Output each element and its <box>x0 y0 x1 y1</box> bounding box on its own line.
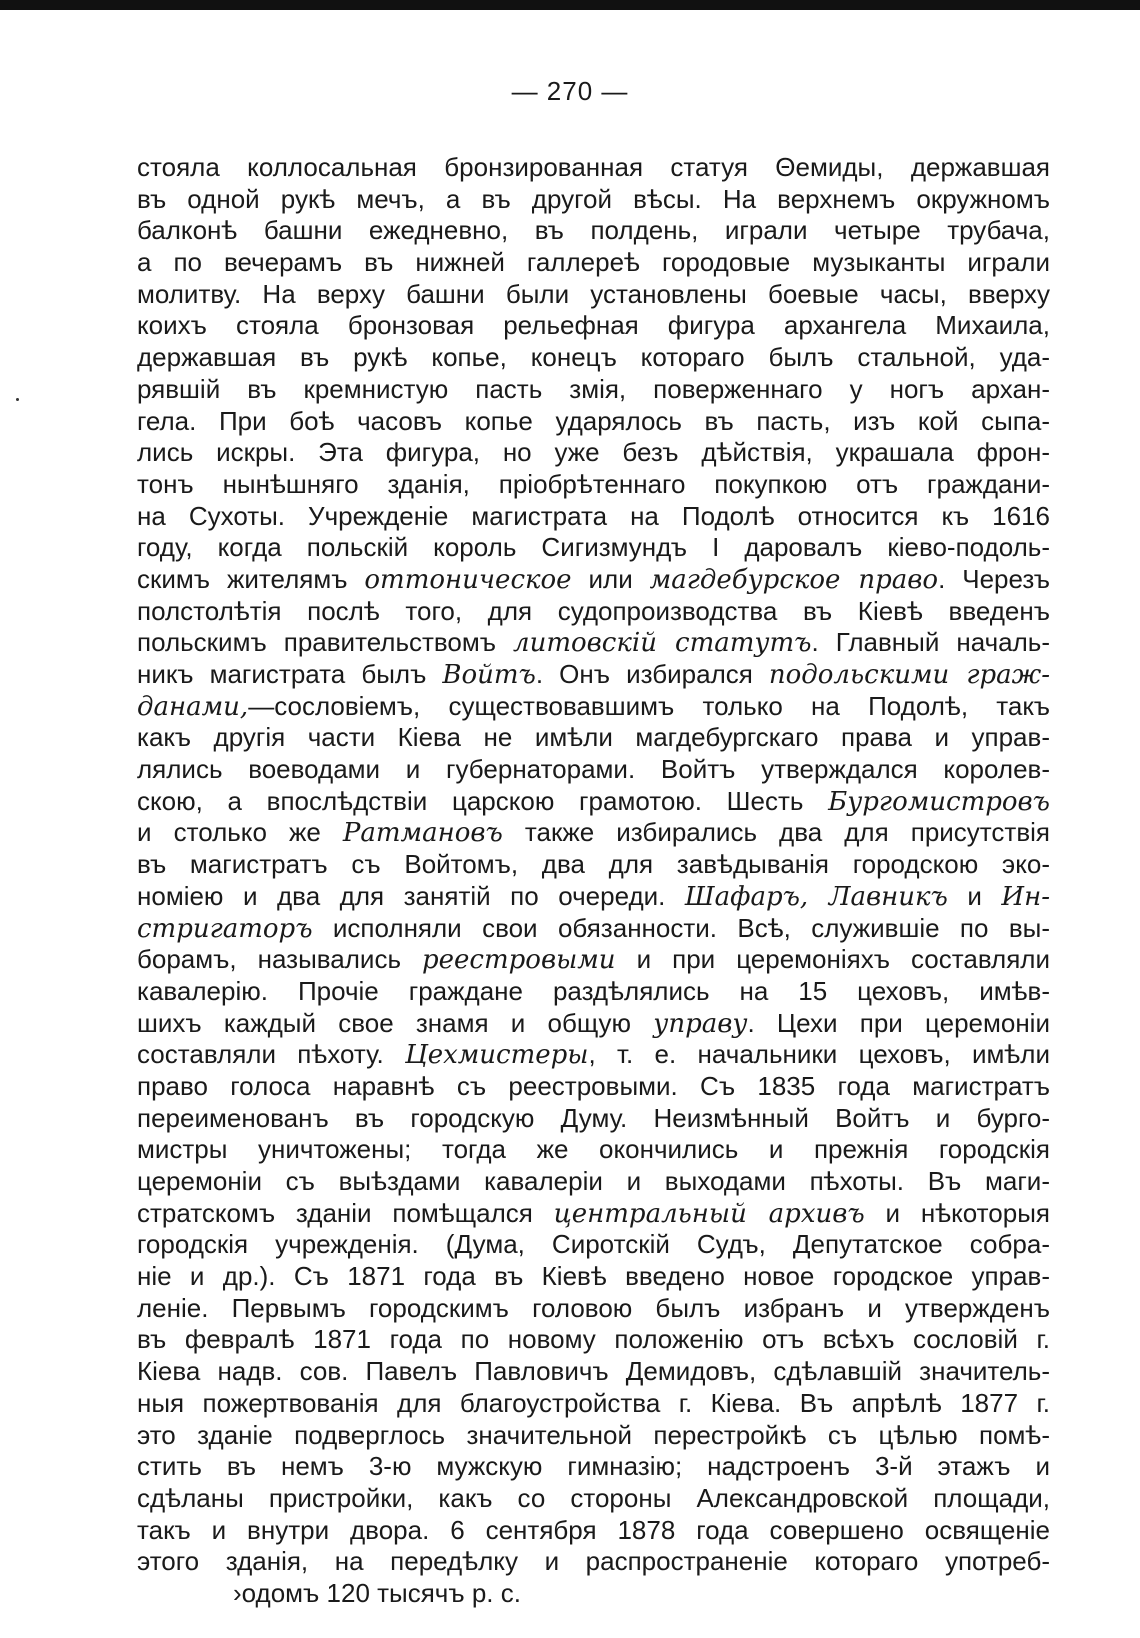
text-segment: ныя пожертвованія для благоустройства г. Кіева. Въ апрѣлѣ 1877 г. <box>137 1387 1050 1418</box>
text-segment: стить въ немъ 3-ю мужскую гимназію; надстроенъ 3-й этажъ и <box>137 1451 1050 1482</box>
text-segment: такъ и внутри двора. 6 сентября 1878 года совершено освященіе <box>137 1514 1050 1545</box>
italic-term: центральный архивъ <box>553 1198 865 1229</box>
text-segment: и столько же <box>137 817 343 848</box>
text-segment: году, когда польскій король Сигизмундъ I даровалъ кіево-подоль- <box>137 532 1050 563</box>
body-text <box>137 152 1050 1610</box>
text-segment: скимъ жителямъ <box>137 563 365 594</box>
text-line <box>137 564 1050 596</box>
text-line <box>137 881 1050 913</box>
text-line <box>137 1039 1050 1071</box>
text-segment: Кіева надв. сов. Павелъ Павловичъ Демидовъ, сдѣлавшій значитель- <box>137 1356 1050 1387</box>
text-line <box>137 374 1050 406</box>
italic-term: Войтъ <box>442 660 536 690</box>
text-line <box>137 1420 1050 1452</box>
text-segment: никъ магистрата былъ <box>137 659 443 689</box>
text-segment: державшая въ рукѣ копье, конецъ котораго былъ стальной, уда- <box>137 342 1050 373</box>
text-line <box>137 1134 1050 1166</box>
text-segment: . Онъ избирался <box>535 659 769 689</box>
text-segment: сдѣланы пристройки, какъ со стороны Александровской площади, <box>137 1482 1050 1513</box>
text-line <box>137 1515 1050 1547</box>
text-segment: также избирались два для присутствія <box>502 817 1050 848</box>
text-segment: и при церемоніяхъ составляли <box>615 944 1050 975</box>
italic-term: стригаторъ <box>137 913 313 944</box>
text-line <box>137 786 1050 818</box>
text-line <box>137 754 1050 786</box>
text-segment: а по вечерамъ въ нижней галлереѣ городовые музыканты играли <box>137 247 1050 278</box>
italic-term: управу <box>653 1008 748 1039</box>
text-line <box>137 437 1050 469</box>
text-line <box>137 596 1050 628</box>
text-segment: этого зданія, на передѣлку и распространеніе котораго употреб- <box>137 1546 1050 1577</box>
text-segment: тонъ нынѣшняго зданія, пріобрѣтеннаго покупкою отъ граждани- <box>137 468 1050 499</box>
text-line <box>137 1103 1050 1135</box>
text-line <box>137 310 1050 342</box>
text-segment: это зданіе подверглось значительной перестройкѣ съ цѣлью помѣ- <box>137 1419 1050 1450</box>
text-line <box>137 913 1050 945</box>
text-line <box>137 215 1050 247</box>
text-segment: ніе и др.). Съ 1871 года въ Кіевѣ введено новое городское управ- <box>137 1261 1050 1292</box>
text-line <box>137 532 1050 564</box>
text-line <box>137 691 1050 723</box>
text-segment: и нѣкоторыя <box>864 1197 1050 1228</box>
text-segment: или <box>571 563 650 594</box>
text-line <box>137 1483 1050 1515</box>
text-segment: переименованъ въ городскую Думу. Неизмѣнный Войтъ и бурго- <box>137 1102 1050 1133</box>
italic-term: данами, <box>137 691 249 722</box>
text-segment: ›одомъ 120 тысячъ р. с. <box>233 1577 521 1608</box>
text-segment: леніе. Первымъ городскимъ головою былъ избранъ и утвержденъ <box>137 1292 1050 1323</box>
text-segment: —сословіемъ, существовавшимъ только на Подолѣ, такъ <box>248 690 1050 721</box>
text-line <box>137 469 1050 501</box>
text-line <box>137 849 1050 881</box>
italic-term: Шафаръ, Лавникъ <box>684 881 948 912</box>
text-segment: гела. При боѣ часовъ копье ударялось въ пасть, изъ кой сыпа- <box>137 405 1050 436</box>
italic-term: магдебурское право <box>649 564 939 595</box>
text-segment: церемоніи съ выѣздами кавалеріи и выходами пѣхоты. Въ маги- <box>137 1166 1050 1196</box>
italic-term: литовскій статутъ <box>513 628 812 659</box>
text-segment: полстолѣтія послѣ того, для судопроизводства въ Кіевѣ введенъ <box>137 595 1050 626</box>
italic-term: Цехмистеры <box>405 1040 589 1071</box>
page-number: — 270 — <box>511 76 629 106</box>
text-segment: стратскомъ зданіи помѣщался <box>137 1197 554 1228</box>
text-segment: исполняли свои обязанности. Всѣ, служившіе по вы- <box>312 912 1050 943</box>
text-line <box>137 501 1050 533</box>
text-segment: борамъ, назывались <box>137 944 423 975</box>
text-line <box>137 1166 1050 1198</box>
italic-term: реестровыми <box>422 945 616 976</box>
text-segment: , т. е. начальники цеховъ, имѣли <box>588 1039 1050 1070</box>
text-line <box>137 1578 1050 1610</box>
text-segment: номіею и два для занятій по очереди. <box>137 880 685 911</box>
text-segment: кавалерію. Прочіе граждане раздѣлялись на 15 цеховъ, имѣв- <box>137 975 1050 1006</box>
text-line <box>137 152 1050 184</box>
text-segment: . Главный началь- <box>811 627 1050 658</box>
text-segment: шихъ каждый свое знамя и общую <box>137 1007 654 1038</box>
text-segment: въ февралѣ 1871 года по новому положенію отъ всѣхъ сословій г. <box>137 1324 1050 1355</box>
text-line <box>137 342 1050 374</box>
text-line <box>137 406 1050 438</box>
italic-term: подольскими граж- <box>768 660 1050 690</box>
text-segment: стояла коллосальная бронзированная статуя Θемиды, державшая <box>137 152 1050 182</box>
text-segment: какъ другія части Кіева не имѣли магдебургскаго права и управ- <box>137 722 1050 753</box>
text-segment: въ магистратъ съ Войтомъ, два для завѣдыванія городскою эко- <box>137 849 1050 880</box>
text-segment: рявшій въ кремнистую пасть змія, поверженнаго у ногъ архан- <box>137 373 1050 404</box>
text-segment: городскія учрежденія. (Дума, Сиротскій Судъ, Депутатское собра- <box>137 1229 1050 1260</box>
text-line <box>137 722 1050 754</box>
text-line <box>137 817 1050 849</box>
text-segment: . Черезъ <box>938 563 1050 594</box>
text-line <box>137 1546 1050 1578</box>
text-segment: лялись воеводами и губернаторами. Войтъ утверждался королев- <box>137 754 1050 785</box>
text-segment: право голоса наравнѣ съ реестровыми. Съ 1835 года магистратъ <box>137 1070 1050 1101</box>
text-segment: лись искры. Эта фигура, но уже безъ дѣйствія, украшала фрон- <box>137 437 1050 468</box>
text-segment: . Цехи при церемоніи <box>747 1007 1050 1038</box>
text-segment: коихъ стояла бронзовая рельефная фигура архангела Михаила, <box>137 310 1050 341</box>
text-segment: мистры уничтожены; тогда же окончились и прежнія городскія <box>137 1134 1050 1165</box>
text-line <box>137 1293 1050 1325</box>
text-line <box>137 659 1050 691</box>
text-line <box>137 1229 1050 1261</box>
text-line <box>137 1451 1050 1483</box>
text-line <box>137 1356 1050 1388</box>
text-line <box>137 1008 1050 1040</box>
italic-term: оттоническое <box>364 564 572 595</box>
text-line <box>137 1388 1050 1420</box>
text-line <box>137 279 1050 311</box>
italic-term: Бургомистровъ <box>828 786 1050 817</box>
text-line <box>137 627 1050 659</box>
page-top-border <box>0 0 1140 10</box>
text-segment: составляли пѣхоту. <box>137 1039 406 1070</box>
text-segment: балконѣ башни ежедневно, въ полдень, играли четыре трубача, <box>137 215 1050 246</box>
text-line <box>137 1071 1050 1103</box>
text-line <box>137 1198 1050 1230</box>
text-segment: на Сухоты. Учрежденіе магистрата на Подолѣ относится къ 1616 <box>137 500 1050 531</box>
text-line <box>137 1261 1050 1293</box>
text-line <box>137 184 1050 216</box>
text-segment: въ одной рукѣ мечъ, а въ другой вѣсы. На верхнемъ окружномъ <box>137 183 1050 214</box>
text-line <box>137 976 1050 1008</box>
text-segment: польскимъ правительствомъ <box>137 627 514 658</box>
italic-term: Ин- <box>1001 881 1050 912</box>
text-segment: и <box>947 880 1002 911</box>
italic-term: Ратмановъ <box>342 818 503 849</box>
text-line <box>137 1324 1050 1356</box>
text-segment: скою, а впослѣдствіи царскою грамотою. Шесть <box>137 785 829 816</box>
text-line <box>137 247 1050 279</box>
text-line <box>137 944 1050 976</box>
text-segment: молитву. На верху башни были установлены боевые часы, вверху <box>137 278 1050 309</box>
scan-artifact-dot <box>16 398 19 401</box>
